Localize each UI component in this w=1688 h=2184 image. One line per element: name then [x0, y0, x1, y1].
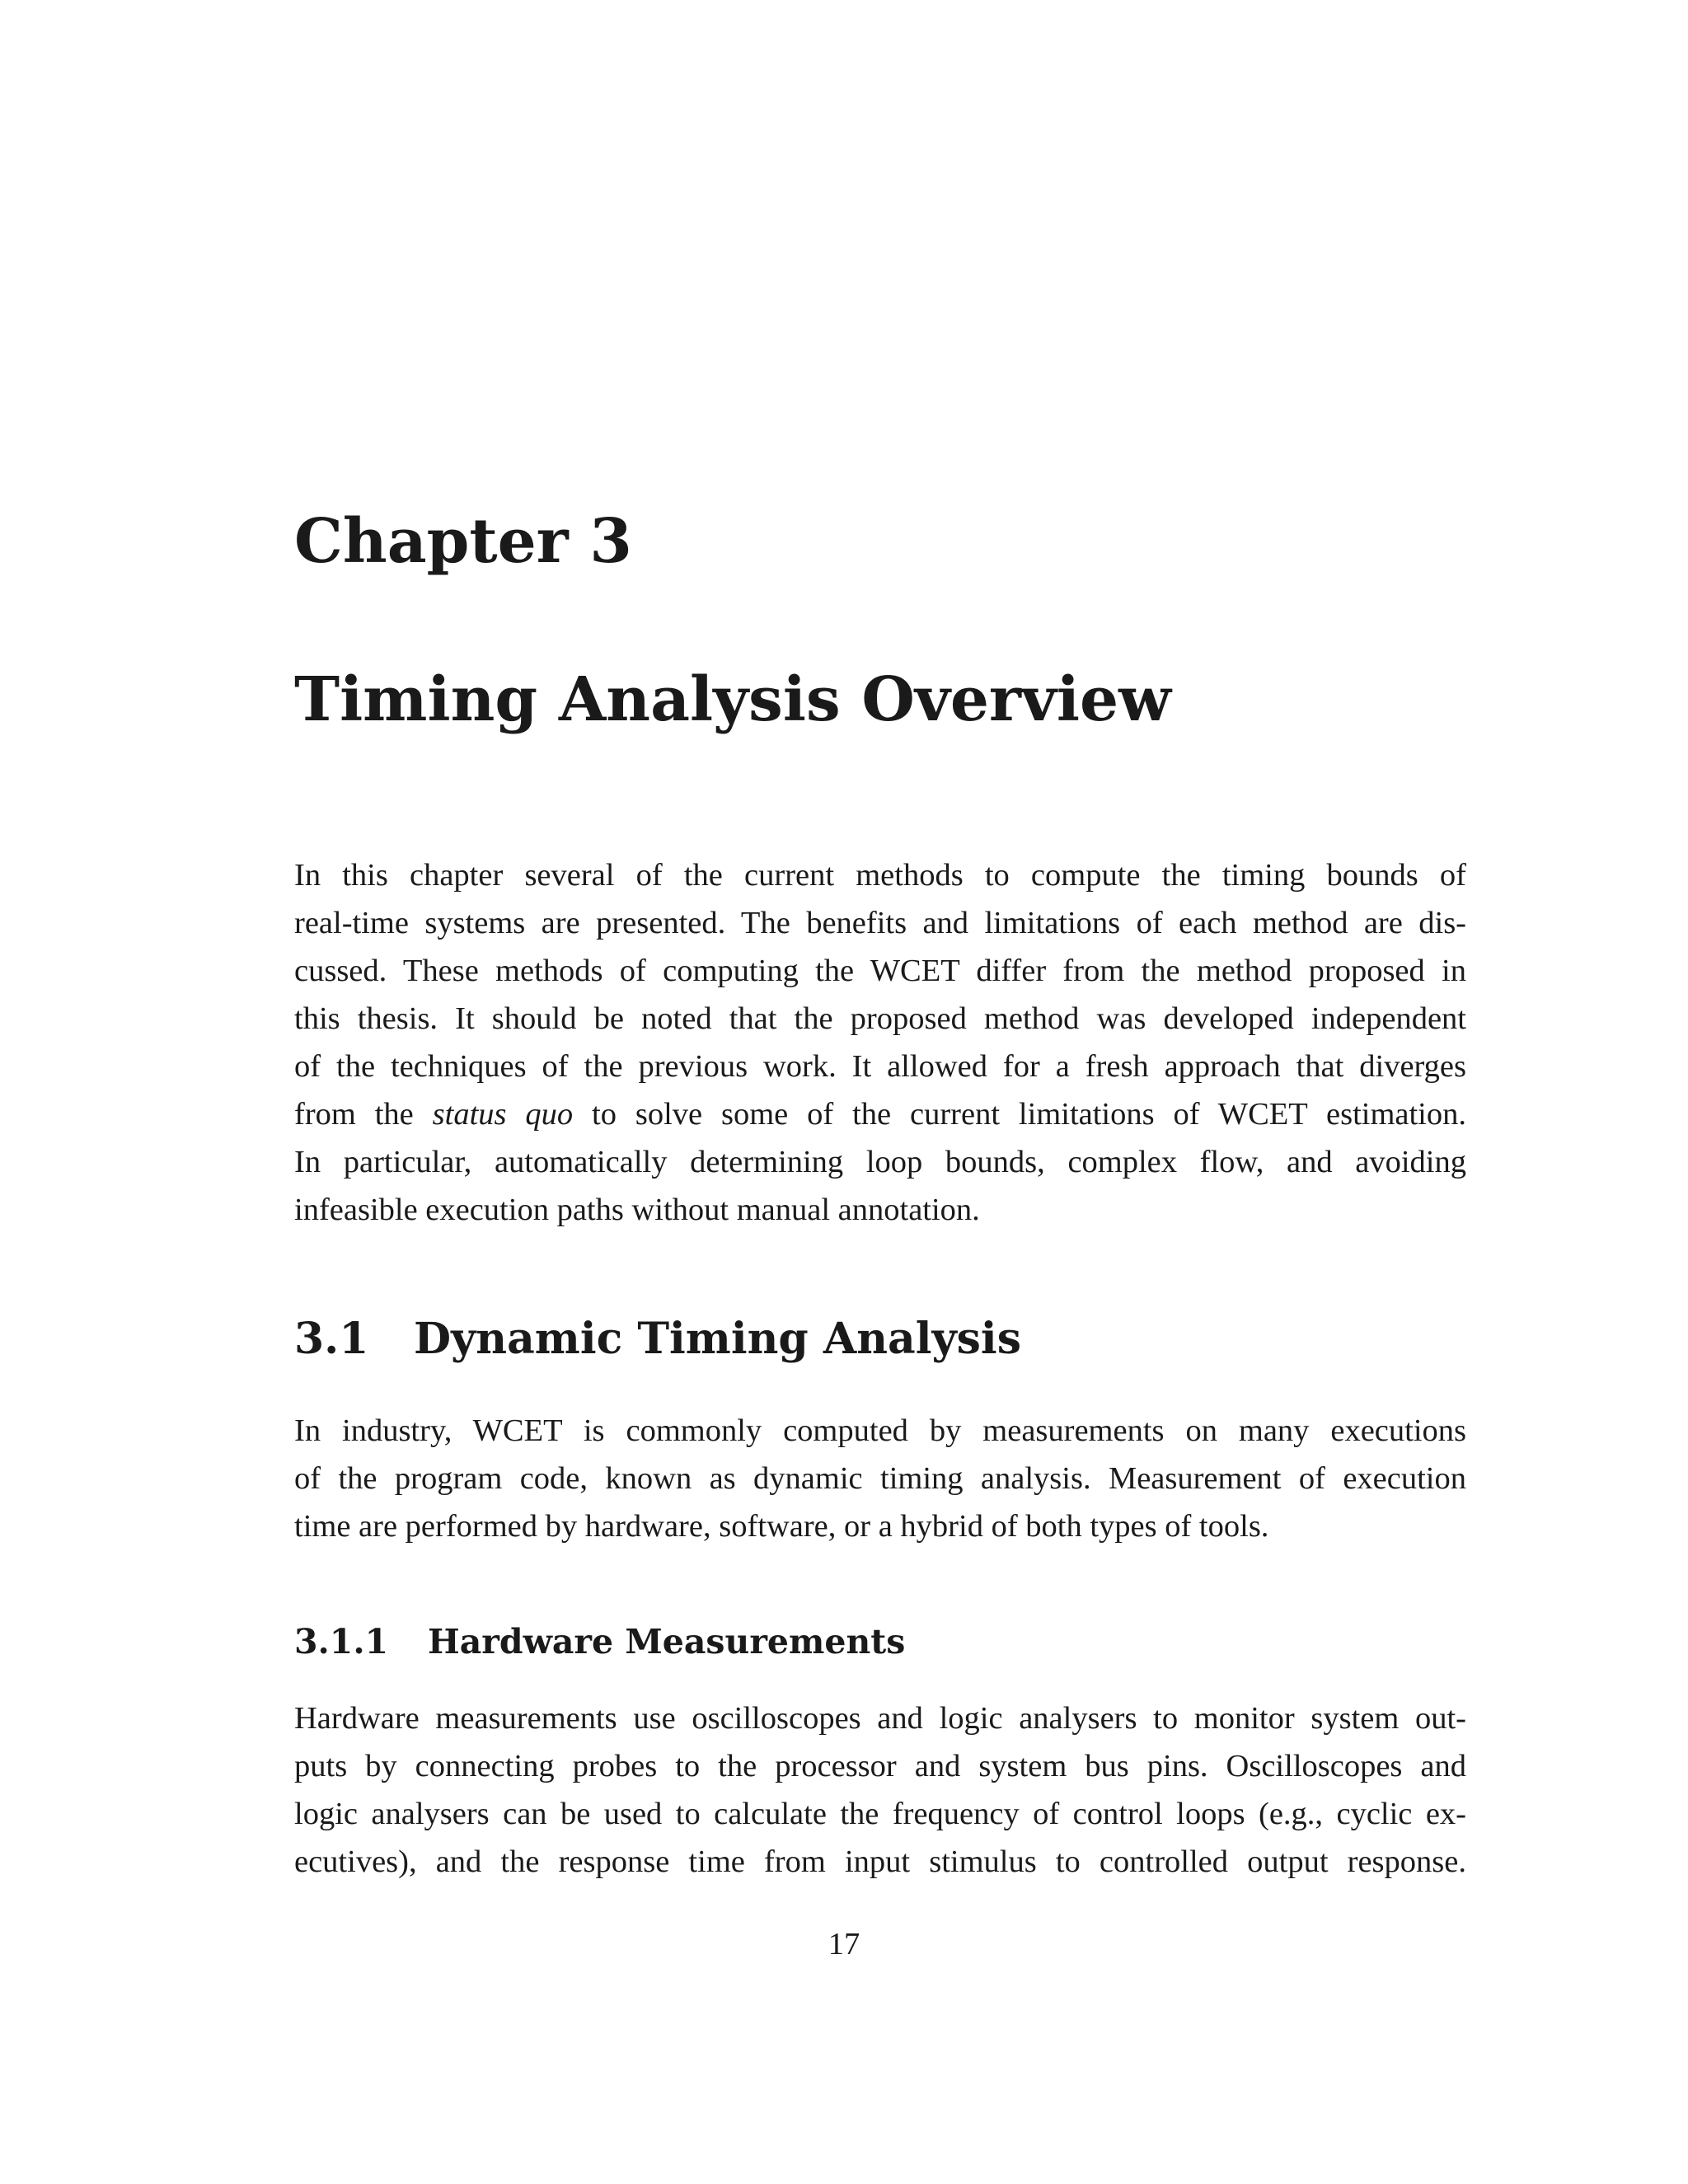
section-3-1-1-paragraph — [294, 1694, 1466, 1886]
text-fragment: to solve some of the current limitations of WCET estimation. — [573, 1097, 1467, 1132]
page-number: 17 — [828, 1927, 860, 1961]
text-line — [294, 1090, 1466, 1138]
section-title: Dynamic Timing Analysis — [414, 1314, 1021, 1364]
text-line: In particular, automatically determining loop bounds, complex flow, and avoiding — [294, 1145, 1466, 1179]
text-line: of the techniques of the previous work. It allowed for a fresh approach that diverges — [294, 1049, 1466, 1084]
section-title: Hardware Measurements — [428, 1622, 906, 1661]
chapter-title: Timing Analysis Overview — [294, 664, 1171, 735]
section-heading-3-1 — [294, 1310, 1021, 1368]
section-3-1-paragraph — [294, 1407, 1466, 1550]
text-line: Hardware measurements use oscilloscopes and logic analysers to monitor system out- — [294, 1701, 1466, 1736]
text-line: cussed. These methods of computing the WCET differ from the method proposed in — [294, 954, 1466, 988]
intro-paragraph — [294, 851, 1466, 1234]
section-heading-3-1-1 — [294, 1618, 905, 1666]
text-fragment: from the — [294, 1097, 433, 1132]
text-line: time are performed by hardware, software, or a hybrid of both types of tools. — [294, 1509, 1269, 1544]
text-line: of the program code, known as dynamic timing analysis. Measurement of execution — [294, 1461, 1466, 1496]
text-line: In industry, WCET is commonly computed by measurements on many executions — [294, 1413, 1466, 1448]
text-line: logic analysers can be used to calculate the frequency of control loops (e.g., cyclic ex- — [294, 1797, 1466, 1831]
text-line: ecutives), and the response time from input stimulus to controlled output response. — [294, 1844, 1466, 1879]
chapter-number: Chapter 3 — [294, 506, 632, 577]
text-line: infeasible execution paths without manual annotation. — [294, 1193, 980, 1227]
section-number: 3.1 — [294, 1314, 369, 1364]
italic-term: status quo — [432, 1097, 574, 1132]
text-line: In this chapter several of the current methods to compute the timing bounds of — [294, 858, 1466, 893]
text-line: puts by connecting probes to the processor and system bus pins. Oscilloscopes and — [294, 1749, 1466, 1783]
section-number: 3.1.1 — [294, 1622, 389, 1661]
text-line: real-time systems are presented. The benefits and limitations of each method are dis- — [294, 906, 1466, 940]
text-line: this thesis. It should be noted that the proposed method was developed independent — [294, 1001, 1466, 1036]
